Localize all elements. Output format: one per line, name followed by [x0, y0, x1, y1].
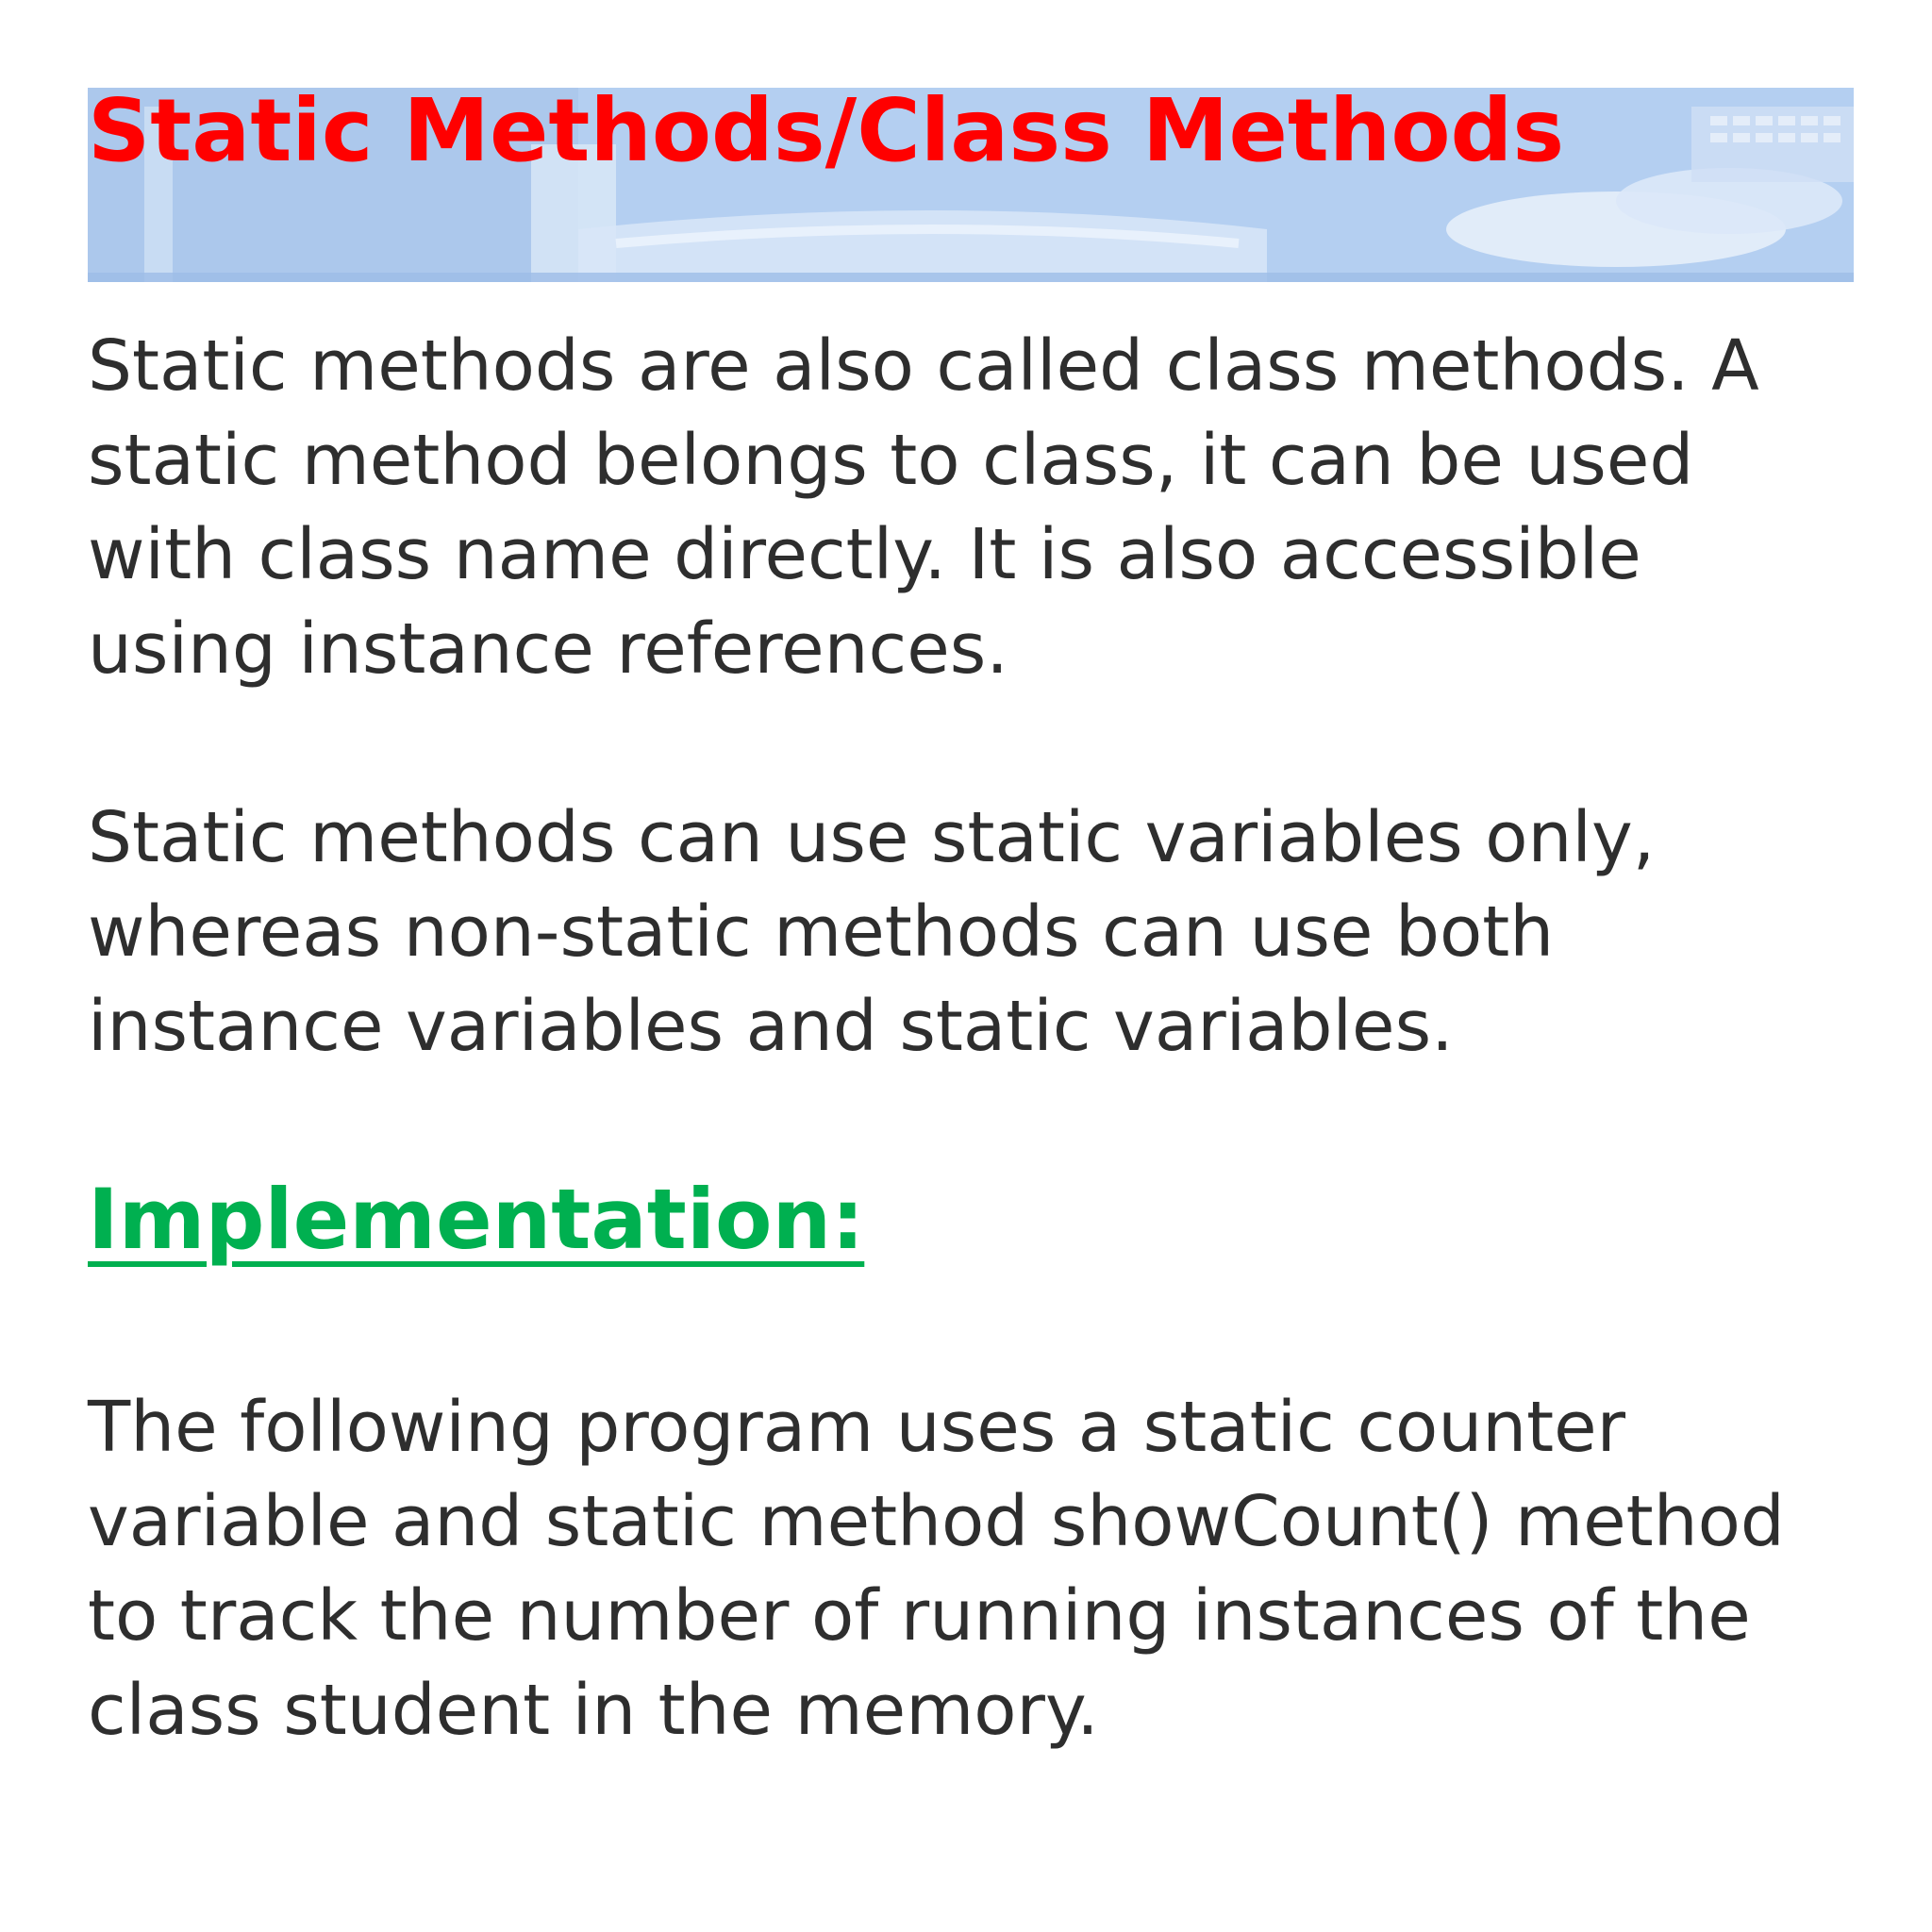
paragraph-line: The following program uses a static counter: [88, 1387, 1626, 1468]
paragraph-line: to track the number of running instances of the: [88, 1575, 1751, 1657]
paragraph-line: with class name directly. It is also accessible: [88, 514, 1641, 595]
paragraph-static-variables: [88, 791, 1655, 1074]
paragraph-line: Static methods can use static variables only,: [88, 797, 1656, 878]
paragraph-line: Static methods are also called class methods. A: [88, 325, 1759, 407]
paragraph-program-description: [88, 1380, 1785, 1757]
title-banner: [88, 88, 1854, 282]
paragraph-line: variable and static method showCount() method: [88, 1481, 1785, 1562]
paragraph-line: class student in the memory.: [88, 1670, 1099, 1751]
page-title: Static Methods/Class Methods: [88, 88, 1565, 181]
paragraph-static-methods-intro: [88, 319, 1759, 696]
paragraph-line: static method belongs to class, it can be used: [88, 420, 1694, 501]
paragraph-line: instance variables and static variables.: [88, 986, 1454, 1067]
paragraph-line: whereas non-static methods can use both: [88, 891, 1555, 973]
implementation-heading: Implementation:: [88, 1171, 865, 1268]
paragraph-line: using instance references.: [88, 608, 1008, 690]
